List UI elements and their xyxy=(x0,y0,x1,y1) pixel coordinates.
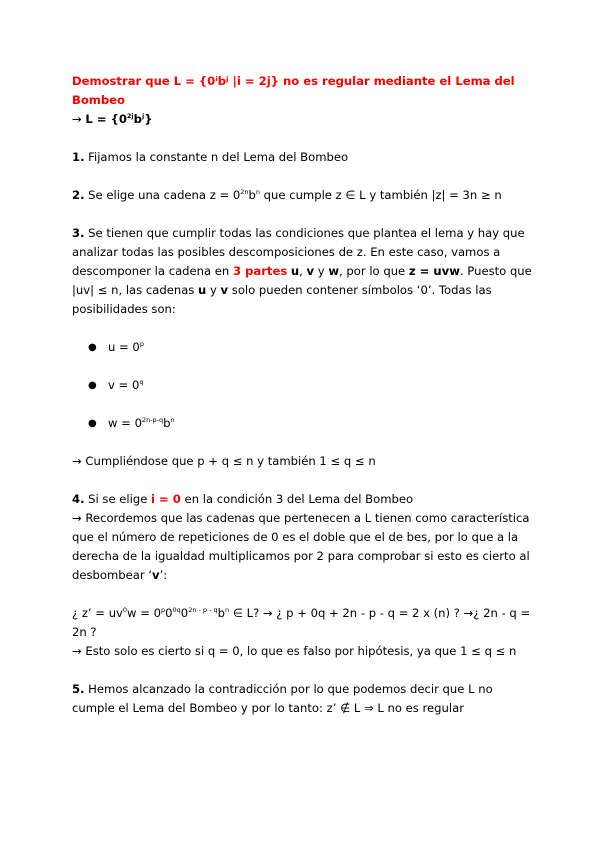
pumping-equation xyxy=(72,604,532,642)
list-item xyxy=(72,376,532,395)
eq-f: ∈ L? → ¿ p + 0q + 2n - p - q = 2 x (n) ? →¿ 2n - q = 2n ? xyxy=(72,606,531,639)
step-2-exp-2n: 2n xyxy=(240,188,249,196)
eq-exp-4: 2n - p - q xyxy=(188,606,218,614)
step-3-text-a: Se tienen que cumplir todas las condiciones que plantea el lema y hay que analizar todas las posibles descomposiciones de z. En este caso, vamos a descomponer la cadena en xyxy=(72,226,525,278)
step-3-text-d: solo pueden contener símbolos ‘0’. Todas las posibilidades son: xyxy=(72,283,492,316)
step-4-text-b: en la condición 3 del Lema del Bombeo xyxy=(180,492,414,506)
step-3-text-b: , por lo que xyxy=(339,264,409,278)
step-5-text: Hemos alcanzado la contradicción por lo que podemos decir que L no cumple el Lema del Bombeo y por lo tanto: z’ ∉ L ⇒ L no es regular xyxy=(72,682,493,715)
bullet-w-tail-exp: n xyxy=(170,416,175,424)
step-2-number: 2. xyxy=(72,188,85,202)
step-3-conclusion: → Cumpliéndose que p + q ≤ n y también 1 ≤ q ≤ n xyxy=(72,454,376,468)
step-3 xyxy=(72,224,532,319)
equation-result: → Esto solo es cierto si q = 0, lo que es falso por hipótesis, ya que 1 ≤ q ≤ n xyxy=(72,644,517,658)
bullet-w-tail: b xyxy=(163,416,171,430)
bullet-u-base: u = 0 xyxy=(108,340,140,354)
step-1-number: 1. xyxy=(72,150,85,164)
list-item xyxy=(72,414,532,433)
bullet-w-exp: 2n-p-q xyxy=(141,416,164,424)
three-parts-highlight: 3 partes xyxy=(232,264,288,278)
part-v: v xyxy=(306,264,315,278)
step-4-number: 4. xyxy=(72,492,85,506)
step-3-and-2: y xyxy=(206,283,221,297)
z-equals-uvw: z = uvw xyxy=(408,264,460,278)
eq-exp-3: 0q xyxy=(172,606,181,614)
part-u: u xyxy=(290,264,300,278)
eq-b: w = 0 xyxy=(127,606,161,620)
step-2-exp-n: n xyxy=(255,188,260,196)
eq-c: 0 xyxy=(165,606,173,620)
step-4-text-a: Si se elige xyxy=(84,492,152,506)
eq-d: 0 xyxy=(180,606,189,620)
part-u-ref: u xyxy=(198,283,207,297)
i-zero-highlight: i = 0 xyxy=(151,492,181,506)
step-3-comma: , xyxy=(299,264,307,278)
step-5 xyxy=(72,680,532,718)
step-5-number: 5. xyxy=(72,682,85,696)
step-3-and: y xyxy=(314,264,329,278)
bullet-icon: ● xyxy=(88,380,97,391)
eq-a: ¿ z’ = uv xyxy=(72,606,123,620)
desbombear-v: v xyxy=(152,568,160,582)
step-3-number: 3. xyxy=(72,226,85,240)
step-1-text: Fijamos la constante n del Lema del Bombeo xyxy=(84,150,349,164)
language-rewrite xyxy=(72,110,532,129)
eq-exp-2: p xyxy=(161,606,166,614)
bullet-icon: ● xyxy=(88,418,97,429)
eq-e: b xyxy=(217,606,226,620)
decomposition-list xyxy=(72,338,532,433)
step-4-explanation xyxy=(72,509,532,585)
bullet-icon: ● xyxy=(88,342,97,353)
rewrite-close: } xyxy=(144,112,153,126)
eq-exp-1: 0 xyxy=(122,606,128,614)
arrow-prefix: → xyxy=(72,112,86,126)
bullet-v-base: v = 0 xyxy=(108,378,140,392)
document-page xyxy=(72,72,532,718)
step-4-explain-b: ’: xyxy=(159,568,168,582)
part-w: w xyxy=(328,264,340,278)
rewrite-exp-j: j xyxy=(141,112,145,120)
part-v-ref: v xyxy=(220,283,229,297)
bullet-v-exp: q xyxy=(139,378,144,386)
step-2-text-c: que cumple z ∈ L y también |z| = 3n ≥ n xyxy=(260,188,502,202)
bullet-w-base: w = 0 xyxy=(108,416,142,430)
step-4 xyxy=(72,490,532,509)
rewrite-b: b xyxy=(133,112,142,126)
bullet-u-exp: p xyxy=(139,340,144,348)
step-2-text-b: b xyxy=(248,188,256,202)
eq-exp-5: n xyxy=(225,606,230,614)
step-3-text-c: . Puesto que |uv| ≤ n, las cadenas xyxy=(72,264,532,297)
step-2-text-a: Se elige una cadena z = 0 xyxy=(84,188,241,202)
list-item xyxy=(72,338,532,357)
rewrite-L: L = {0 xyxy=(85,112,127,126)
step-1 xyxy=(72,148,532,167)
step-4-explain-a: → Recordemos que las cadenas que pertenecen a L tienen como característica que el número de repeticiones de 0 es el doble que el de bes, por lo que a la derecha de la igualdad multiplicamos por 2 para comprobar si esto es cierto al desbombear ‘ xyxy=(72,511,530,582)
rewrite-exp-2j: 2j xyxy=(126,112,134,120)
step-2 xyxy=(72,186,532,205)
document-title: Demostrar que L = {0ⁱbʲ |i = 2j} no es regular mediante el Lema del Bombeo xyxy=(72,74,515,107)
